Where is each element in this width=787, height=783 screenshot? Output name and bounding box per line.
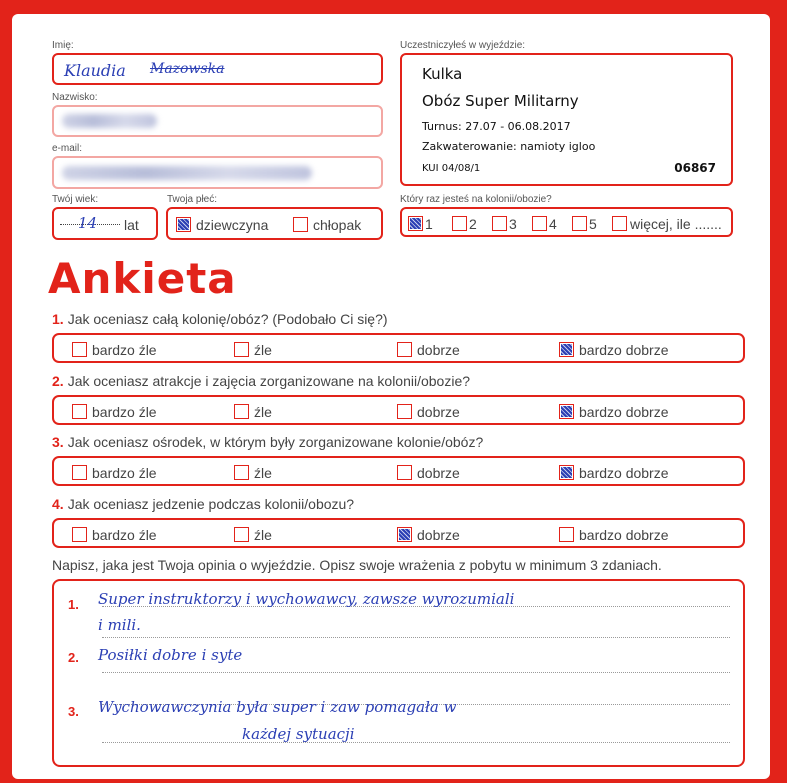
- checkbox[interactable]: [72, 527, 87, 542]
- writing-line: [102, 637, 730, 638]
- trip-box: [400, 53, 733, 186]
- checkbox[interactable]: [492, 216, 507, 231]
- age-field[interactable]: [52, 207, 158, 240]
- trip-brand: Kulka: [422, 65, 463, 83]
- name-value: Klaudia: [64, 61, 126, 80]
- checkbox-checked[interactable]: [559, 342, 574, 357]
- answer-1-line-2: i mili.: [98, 616, 141, 634]
- opinion-prompt: Napisz, jaka jest Twoja opinia o wyjeździe. Opisz swoje wrażenia z pobytu w minimum 3 zdaniach.: [52, 557, 662, 573]
- checkbox[interactable]: [234, 465, 249, 480]
- q3-option-very-good[interactable]: bardzo dobrze: [559, 464, 669, 482]
- checkbox[interactable]: [293, 217, 308, 232]
- answer-row-1: [52, 333, 745, 363]
- times-option-5[interactable]: 5: [572, 215, 597, 233]
- q2-option-good[interactable]: dobrze: [397, 403, 460, 421]
- checkbox-checked[interactable]: [408, 216, 423, 231]
- gender-label: Twoja płeć:: [167, 194, 218, 205]
- answer-row-2: [52, 395, 745, 425]
- surname-field[interactable]: [52, 105, 383, 137]
- q4-option-good[interactable]: dobrze: [397, 526, 460, 544]
- accommodation: Zakwaterowanie: namioty igloo: [422, 140, 596, 153]
- trip-label: Uczestniczyłeś w wyjeździe:: [400, 40, 526, 51]
- checkbox[interactable]: [559, 527, 574, 542]
- q4-option-bad[interactable]: źle: [234, 526, 272, 544]
- checkbox[interactable]: [72, 465, 87, 480]
- question-4: 4. Jak oceniasz jedzenie podczas kolonii/obozu?: [52, 496, 355, 512]
- answer-3-line-1: Wychowawczynia była super i zaw pomagała w: [98, 698, 457, 716]
- times-label: Który raz jesteś na kolonii/obozie?: [400, 194, 552, 205]
- q2-option-very-good[interactable]: bardzo dobrze: [559, 403, 669, 421]
- checkbox[interactable]: [397, 342, 412, 357]
- gender-option-boy[interactable]: chłopak: [293, 216, 361, 234]
- checkbox[interactable]: [452, 216, 467, 231]
- checkbox[interactable]: [397, 465, 412, 480]
- checkbox[interactable]: [72, 342, 87, 357]
- times-option-3[interactable]: 3: [492, 215, 517, 233]
- q1-option-very-good[interactable]: bardzo dobrze: [559, 341, 669, 359]
- checkbox[interactable]: [234, 342, 249, 357]
- answer-2-line-1: Posiłki dobre i syte: [98, 646, 243, 664]
- trip-number: 06867: [674, 161, 716, 175]
- question-2: 2. Jak oceniasz atrakcje i zajęcia zorganizowane na kolonii/obozie?: [52, 373, 471, 389]
- camp-name: Obóz Super Militarny: [422, 92, 579, 110]
- checkbox[interactable]: [234, 527, 249, 542]
- times-option-more[interactable]: więcej, ile .......: [612, 215, 722, 233]
- redacted-email: [62, 166, 312, 180]
- checkbox-checked[interactable]: [176, 217, 191, 232]
- answer-2-number: 2.: [68, 650, 79, 665]
- surname-label: Nazwisko:: [52, 92, 98, 103]
- answer-row-3: [52, 456, 745, 486]
- name-field[interactable]: [52, 53, 383, 85]
- age-unit: lat: [124, 217, 139, 233]
- checkbox[interactable]: [397, 404, 412, 419]
- redacted-surname: [62, 114, 157, 128]
- q4-option-very-bad[interactable]: bardzo źle: [72, 526, 157, 544]
- q1-option-good[interactable]: dobrze: [397, 341, 460, 359]
- times-option-1[interactable]: 1: [408, 215, 433, 233]
- question-1: 1. Jak oceniasz całą kolonię/obóz? (Podobało Ci się?): [52, 311, 388, 327]
- answer-1-line-1: Super instruktorzy i wychowawcy, zawsze wyrozumiali: [98, 590, 515, 608]
- q1-option-bad[interactable]: źle: [234, 341, 272, 359]
- name-label: Imię:: [52, 40, 74, 51]
- q2-option-bad[interactable]: źle: [234, 403, 272, 421]
- times-option-2[interactable]: 2: [452, 215, 477, 233]
- checkbox-checked[interactable]: [397, 527, 412, 542]
- checkbox-checked[interactable]: [559, 465, 574, 480]
- writing-line: [102, 672, 730, 673]
- checkbox[interactable]: [612, 216, 627, 231]
- answer-3-line-2: każdej sytuacji: [242, 725, 355, 743]
- answer-3-number: 3.: [68, 704, 79, 719]
- turnus: Turnus: 27.07 - 06.08.2017: [422, 120, 571, 133]
- age-value: 14: [78, 214, 98, 232]
- checkbox[interactable]: [72, 404, 87, 419]
- checkbox[interactable]: [572, 216, 587, 231]
- age-label: Twój wiek:: [52, 194, 99, 205]
- checkbox-checked[interactable]: [559, 404, 574, 419]
- q3-option-bad[interactable]: źle: [234, 464, 272, 482]
- gender-field: [166, 207, 383, 240]
- answer-row-4: [52, 518, 745, 548]
- checkbox[interactable]: [234, 404, 249, 419]
- email-label: e-mail:: [52, 143, 83, 154]
- email-field[interactable]: [52, 156, 383, 189]
- q3-option-very-bad[interactable]: bardzo źle: [72, 464, 157, 482]
- writing-line: [102, 742, 730, 743]
- struck-name: Mazowska: [150, 61, 225, 77]
- q1-option-very-bad[interactable]: bardzo źle: [72, 341, 157, 359]
- q4-option-very-good[interactable]: bardzo dobrze: [559, 526, 669, 544]
- survey-title: Ankieta: [48, 254, 237, 303]
- gender-option-girl[interactable]: dziewczyna: [176, 216, 268, 234]
- times-option-4[interactable]: 4: [532, 215, 557, 233]
- survey-form: [12, 14, 770, 779]
- trip-code: KUI 04/08/1: [422, 163, 481, 174]
- q2-option-very-bad[interactable]: bardzo źle: [72, 403, 157, 421]
- answer-1-number: 1.: [68, 597, 79, 612]
- checkbox[interactable]: [532, 216, 547, 231]
- times-field: [400, 207, 733, 237]
- q3-option-good[interactable]: dobrze: [397, 464, 460, 482]
- question-3: 3. Jak oceniasz ośrodek, w którym były zorganizowane kolonie/obóz?: [52, 434, 484, 450]
